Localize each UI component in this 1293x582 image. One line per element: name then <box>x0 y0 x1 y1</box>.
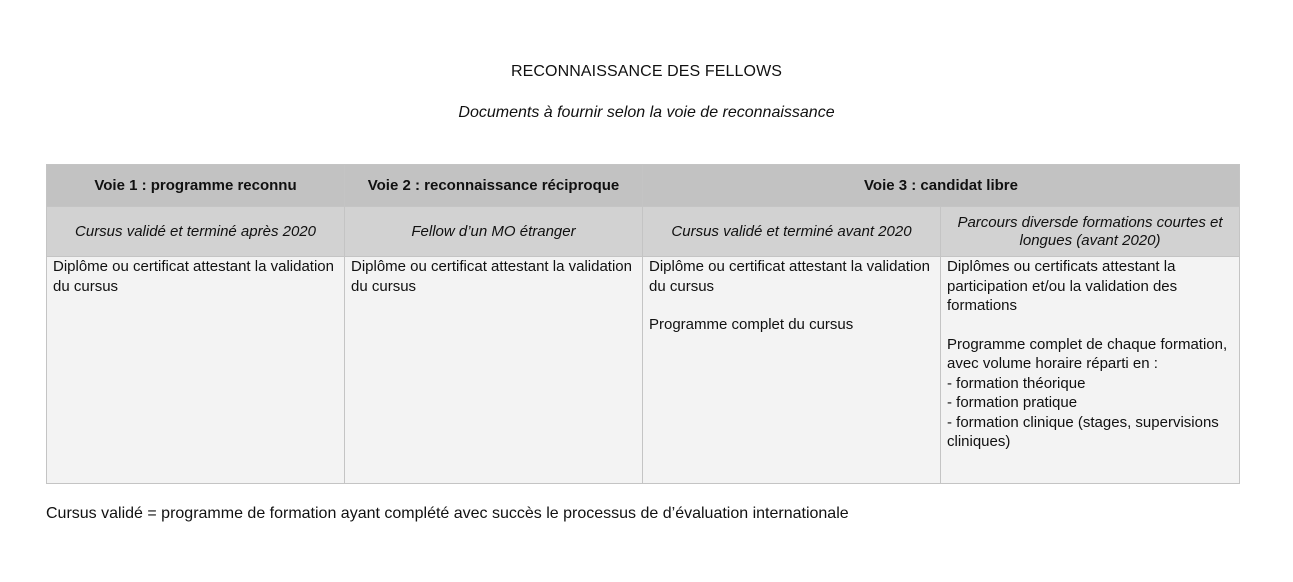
documents-voie-1-text: Diplôme ou certificat attestant la validation du cursus <box>53 258 334 295</box>
documents-voie-3b <box>941 257 1240 484</box>
documents-voie-3a <box>643 257 941 484</box>
list-item: - formation théorique <box>947 374 1086 392</box>
documents-voie-2-text: Diplôme ou certificat attestant la validation du cursus <box>351 258 632 295</box>
documents-voie-1 <box>47 257 345 484</box>
subheader-row <box>47 207 1240 257</box>
documents-row <box>47 257 1240 484</box>
list-item: - formation pratique <box>947 394 1078 411</box>
subheader-voie-1: Cursus validé et terminé après 2020 <box>47 207 345 257</box>
page-title: RECONNAISSANCE DES FELLOWS <box>510 63 783 80</box>
documents-voie-3a-programme: Programme complet du cursus <box>649 316 854 333</box>
subheader-voie-3b: Parcours diversde formations courtes et longues (avant 2020) <box>941 207 1240 257</box>
list-item: - formation clinique (stages, supervisions cliniques) <box>947 413 1219 450</box>
documents-voie-2 <box>345 257 643 484</box>
page-subtitle: Documents à fournir selon la voie de reconnaissance <box>458 104 835 121</box>
documents-voie-3a-diploma: Diplôme ou certificat attestant la validation du cursus <box>649 258 930 295</box>
voie-1-header: Voie 1 : programme reconnu <box>47 165 345 207</box>
voie-header-row <box>47 165 1240 207</box>
documents-voie-3b-volume: avec volume horaire réparti en : <box>947 355 1158 372</box>
voie-2-header: Voie 2 : reconnaissance réciproque <box>345 165 643 207</box>
voie-3-header: Voie 3 : candidat libre <box>643 165 1240 207</box>
documents-voie-3b-diplomas: Diplômes ou certificats attestant la participation et/ou la validation des formations <box>947 258 1178 314</box>
subheader-voie-3a: Cursus validé et terminé avant 2020 <box>643 207 941 257</box>
footnote: Cursus validé = programme de formation ayant complété avec succès le processus de d’évaluation internationale <box>46 505 849 522</box>
subheader-voie-2: Fellow d’un MO étranger <box>345 207 643 257</box>
documents-voie-3b-programme: Programme complet de chaque formation, <box>947 335 1228 353</box>
recognition-table <box>46 164 1240 484</box>
